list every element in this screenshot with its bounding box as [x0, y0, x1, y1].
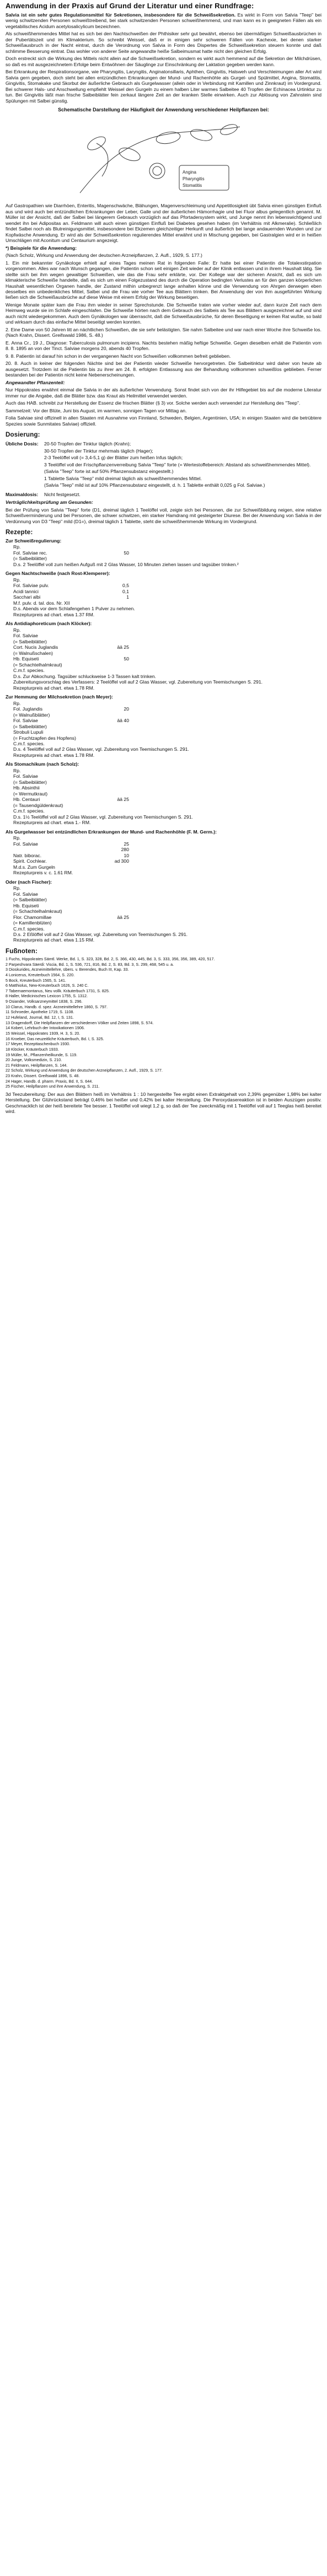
legend-angina: Angina — [183, 170, 196, 175]
recipe-ingredient: Rp. — [13, 700, 21, 706]
recipe-ingredient: Fol. Salviae — [13, 718, 38, 724]
recipe-line — [6, 735, 321, 741]
recipe-ingredient: Rezepturpreis ad chart. etwa 1.78 RM. — [13, 752, 95, 758]
recipe-ingredient: Fol. Salviae rec. — [13, 550, 47, 556]
dosage-row — [6, 476, 321, 481]
recipe-ingredient: Rp. — [13, 767, 21, 773]
intro-paragraph: Als schweißhemmendes Mittel hat es sich bei den Nachtschweißen der Phthisiker sehr gut bewährt, ebenso bei übermäßigen Schweißausbrüchen in der Pubertätszeit und im Klimakterium. So schreibt Weissel, daß er in einigen sehr schweren Fällen von Kachexie, bei denen starker Schweißausbruch in der Nacht eintrat, durch die Verordnung von Salvia in Form des Dispertes die Schweißsekretion steuern konnte und daß schlimme Besserung eintrat. Das wohler von anderer Seite angewandte heiße Salbeimusmat hatte nicht den gleichen Erfolg. — [6, 31, 321, 54]
recipe-ingredient: Rezepturpreis ad chart. etwa 1.15 RM. — [13, 937, 95, 943]
recipe-ingredient: D.s. Abends vor dem Schlafengehen 1 Pulver zu nehmen. — [13, 606, 135, 612]
recipe-quantity: 25 — [124, 841, 129, 847]
recipe-ingredient: M.d.s. Zum Gurgeln — [13, 864, 55, 870]
plant-part-paragraph: Sammelzeit: Vor der Blüte, Juni bis August, im warmen, sonnigen Tagen vor Mittag an. — [6, 407, 187, 413]
recipe-line — [6, 562, 321, 567]
recipe-ingredient: C.m.f. species. — [13, 740, 45, 746]
recipe-line — [6, 926, 321, 932]
recipe-line — [6, 627, 321, 633]
recipe-line — [6, 701, 321, 706]
frequency-figure — [6, 107, 321, 201]
legend-pharyngitis: Pharyngitis — [183, 176, 205, 182]
recipe-quantity: āā 25 — [117, 644, 129, 650]
dosage-value: 20-50 Tropfen der Tinktur täglich (Krahn); — [44, 441, 131, 447]
recipe-line — [6, 729, 321, 735]
recipe-ingredient: Fol. Salviae — [13, 841, 38, 847]
recipe-line — [6, 583, 321, 588]
recipe-ingredient: Fol. Salviae — [13, 773, 38, 779]
plant-part-paragraph: Nur Hippokrates erwähnt einmal die Salvia in der als äußerlicher Verwendung. Sonst findet sich von der ihr Hilfegebiet bis auf die moderne Literatur immer nur die Angabe, daß die Blätter bzw. das Kraut als Heilmittel verwendet werden. — [6, 387, 321, 399]
recipe-ingredient: D.s. 1½ Teelöffel voll auf 2 Glas Wasser, vgl. Zubereitung von Teemischungen S. 291. — [13, 814, 193, 820]
recipe-ingredient: Fol. Salviae pulv. — [13, 583, 49, 589]
intro-paragraph: Bei Erkrankung der Respirationsorgane, wie Pharyngitis, Laryngitis, Anginatonsillaris, Aphthen, Gingivitis, Halsweh und Verschleimungen aller Art wird Salvia gern gegeben, doch steht bei allen entzündlichen Erkrankungen der Mund- und Rachenhöhle als Gurgel- und Spülmittel, Angina, Stomatitis, Gingivitis, Stomakake und Skorbut der äußerliche Gebrauch als Gurgelwasser (allein oder in Verbindung mit Kamillen und Zinnkraut) im Vordergrund. Bei schwerer Hals- und Anschwellung empfiehlt Weissel den Gurgeln zu einem halben Liter warmes Salbeitee 40 Tropfen der Echinacea Urtinktur zu tun. Bei Gingivitis läßt man frische Salbeiblätter fein zerkaut längere Zeit an der kranken Stelle einwirken. Auch zur Ablösung von Zahnstein sind Spülungen mit Salbei günstig. — [6, 69, 321, 104]
recipe-ingredient: (= Walnußblätter) — [13, 712, 50, 718]
recipe-ingredient: (= Salbeiblätter) — [13, 638, 47, 644]
recipe-ingredient: Hb. Centauri — [13, 797, 40, 803]
recipe-line — [6, 712, 321, 718]
recipe-line — [6, 791, 321, 797]
compatibility-heading: Verträglichkeitsprüfung am Gesunden: — [6, 499, 93, 505]
dosage-label: Übliche Dosis: — [6, 441, 39, 447]
plant-part-paragraph: Folia Salviae sind offizinell in allen Staaten mit Ausnahme von Finnland, Schweden, Belgien, Argentinien, USA; in einigen Staaten wird die betrübtere Spezies sowie Sunmitates Salviae) offiziell. — [6, 415, 321, 427]
recipe-line — [6, 858, 321, 864]
recipe-line — [6, 937, 321, 943]
recipe-ingredient: C.m.f. species. — [13, 926, 45, 932]
recipe-ingredient: Flor. Chamomillae — [13, 914, 52, 920]
recipe-ingredient: (= Salbeiblätter) — [13, 556, 47, 562]
recipe-line — [6, 797, 321, 802]
dosage-table — [6, 441, 321, 497]
figure-title: Schematische Darstellung der Häufigkeit der Anwendung verschiedener Heilpflanzen bei: — [58, 107, 269, 113]
footnote: 3 Dioskurides, Arzneimittellehre, übers. v. Berendes, Buch III, Kap. 33. — [6, 967, 129, 972]
intro-paragraph — [6, 12, 321, 29]
document-page — [0, 0, 327, 1115]
recipe-block — [6, 879, 321, 943]
recipe-ingredient: Fol. Juglandis — [13, 706, 43, 712]
maxdose-label: Maximaldosis: — [6, 491, 39, 497]
intro-paragraph: Doch erstreckt sich die Wirkung des Mittels nicht allein auf die Schweißsekretion, sondern es wirkt auch hemmend auf die Sekretion der Milchdrüsen, so daß es mit ausgezeichnetem Erfolge beim Entwöhnen der Säuglinge zur Einschränkung der Laktation gegeben werden kann. — [6, 56, 321, 67]
recipe-line — [6, 746, 321, 752]
recipe-line — [6, 820, 321, 825]
recipe-line — [6, 897, 321, 902]
recipe-block — [6, 829, 321, 876]
dosage-value: (Salvia "Teep" forte ist auf 50% Pflanzensubstanz eingestellt.) — [44, 469, 174, 475]
recipe-ingredient: D.s. 4 Teelöffel voll auf 2 Glas Wasser, vgl. Zubereitung von Teemischungen S. 291. — [13, 746, 189, 752]
recipe-ingredient: Rp. — [13, 577, 21, 583]
recipe-ingredient: (= Kamillenblüten) — [13, 920, 52, 926]
recipe-line — [6, 577, 321, 583]
dosage-row — [6, 469, 321, 474]
recipe-ingredient: Hb. Equiseti — [13, 902, 39, 908]
recipe-ingredient: Cort. Nucis Juglandis — [13, 644, 58, 650]
recipe-ingredient: Sacchari albi — [13, 594, 41, 600]
example-paragraph: 1. Ein mir bekannter Gynäkologe erhielt auf eines Tages meinen Rat in folgenden Falle: Er hatte bei einer Patientin die Totalexstirpation vorgenommen. Alles war nach Wunsch gegangen, die Patientin schon seit einigen Zeit wieder auf der Klinik entlassen und in ihrem Haushalt tätig. Sie stellte sich bei ihm wegen gewaltiger Schweißen, wie das die Frau sehr erklärte, vor. Der Kollege war der sicheren Ansicht, daß es sich um klimakterische Schweiße handelte, daß es sich um einen Folgezustand des durch die Operation bedingten Verlustes an für den ganzen körperlichen Haushalt wesentlichen Organen handle, der Zustand mithin unbegrenzt lange anhalten könne und die Verwendung von Ahrgen derwegen eben desselbes ein unbedenkliches Mittel, Salbei und die Frau wie vorher Tee aus Blättern trinken. Bei Anwendung der von ihm ausgeführten Wirkung ließen sich die Schweißausbrüche auf diese Weise mit einem Erfolg der Wirkung beseitigen. — [6, 260, 321, 300]
recipe-ingredient: Rezepturpreis v. c. 1.61 RM. — [13, 870, 73, 876]
recipe-ingredient: Spirit. Cochlear. — [13, 858, 47, 864]
recipe-line — [6, 685, 321, 691]
dosage-row — [6, 482, 321, 488]
recipe-block — [6, 621, 321, 691]
recipe-quantity: 50 — [124, 656, 129, 662]
recipe-ingredient: Rezepturpreis ad chart. etwa 1.78 RM. — [13, 685, 95, 691]
footnote: 10 Clarus, Handb. d. spez. Arzneimittellehre 1860, S. 797. — [6, 1004, 108, 1009]
recipe-ingredient: (= Wermutkraut) — [13, 790, 48, 797]
recipe-ingredient: Hb. Absinthii — [13, 785, 40, 791]
recipe-block — [6, 694, 321, 758]
example-paragraph: E. Anna Cr., 19 J., Diagnose: Tuberculosis pulmonum incipiens. Nachts bestehen mäßig heftige Schweiße. Gegen dieselben erhält die Patientin vom 8. 8. 1895 an von der Tinct. Salviae morgens 20, abends 40 Tropfen. — [6, 340, 321, 352]
recipe-line — [6, 544, 321, 550]
plant-part-heading: Angewandter Pflanzenteil: — [6, 379, 65, 385]
intro-section — [6, 12, 321, 104]
recipe-quantity: 10 — [124, 852, 129, 858]
maxdose-value: Nicht festgesetzt. — [44, 491, 81, 497]
dosage-value: 1 Tablette Salvia "Teep" mild dreimal täglich als schweißhemmendes Mittel. — [44, 475, 202, 481]
recipe-line — [6, 706, 321, 712]
footnote: 6 Matthiolus, New-Kreuterbuch 1626, S. 240 C. — [6, 983, 89, 988]
footnote: 5 Bock, Kreuterbuch 1565, S. 141. — [6, 977, 66, 983]
recipe-ingredient: D.s. Zur Abkochung. Tagsüber schluckweise 1-3 Tassen kalt trinken. — [13, 673, 157, 679]
recipe-line — [6, 847, 321, 852]
recipe-quantity: 0,1 — [122, 588, 129, 594]
footnote: 22 Scholz, Wirkung und Anwendung der deutschen Arzneipflanzen, 2. Aufl., 1929, S. 177. — [6, 1068, 163, 1073]
recipe-ingredient: Rp. — [13, 885, 21, 891]
recipe-ingredient: Rp. — [13, 544, 21, 550]
footnote: 1 Fuchs, Hippokrates Sämtl. Werke, Bd. 1, S. 323, 328, Bd. 2, S. 366, 430, 445, Bd. 3, S. 333, 356, 356, 389, 420, 517. — [6, 956, 215, 961]
recipe-line — [6, 779, 321, 785]
footnote: 9 Osiander, Volksarzneymittel 1838, S. 296. — [6, 999, 83, 1004]
recipe-line — [6, 594, 321, 600]
recipe-line — [6, 633, 321, 638]
recipe-line — [6, 656, 321, 662]
recipe-ingredient — [13, 847, 96, 852]
recipe-line — [6, 768, 321, 773]
recipe-line — [6, 679, 321, 685]
recipe-line — [6, 814, 321, 820]
recipe-ingredient: Rp. — [13, 627, 21, 633]
recipe-ingredient: D.s. 2 Eßlöffel voll auf 2 Glas Wasser, vgl. Zubereitung von Teemischungen S. 291. — [13, 932, 188, 937]
recipe-line — [6, 808, 321, 814]
recipe-ingredient: Fol. Salviae — [13, 891, 38, 897]
recipe-ingredient: Fol. Salviae — [13, 633, 38, 639]
recipe-line — [6, 932, 321, 937]
recipe-line — [6, 644, 321, 650]
footnote: 11 Schroeder, Apotheke 1719, S. 1108. — [6, 1009, 74, 1015]
footnotes-heading: Fußnoten: — [6, 948, 38, 955]
recipe-line — [6, 785, 321, 790]
footnote: 2 Parpeshvara Säerdi: Viscia, Bd. 1, S. 536, 721, 816, Bd. 2, S. 83, Bd. 3, S. 299, 468, 545 u. a. — [6, 961, 174, 967]
recipe-quantity: 1 — [126, 594, 129, 600]
recipe-line — [6, 885, 321, 891]
recipe-quantity: 50 — [124, 550, 129, 556]
dosage-value: 30-50 Tropfen der Tinktur mehrmals täglich (Hager); — [44, 448, 153, 454]
gastro-paragraph: Auf Gastropathien wie Diarrhöen, Enteritis, Magenschwäche, Blähungen, Magenverschleimung und Appetitlosigkeit übt Salvia einen günstigen Einfluß aus und wird auch bei entzündlichen Erkrankungen der Leber, Galle und der äußerlichen Hämorrhagie und bei Fluor albus gelegentlich genannt. M. Müller ist der Ansicht, daß der Salbei bei längerem Gebrauch vorzüglich auf das Pfortadersystem wirkt, und Junge nennt ihn lebenswichtigend und wendet ihn bei Adipositas an. Feldmann will auch einen günstigen Einfluß bei Diabetes gesehen haben (im Verhältnis mit Alkmeralie). Schließlich findet Salbei noch als Blutreinigungsmittel, insbesondere bei Ekzemen gleichzeitiger Herkunft und äußerlich bei lange andauernden Wunden und zur Kopfwäsche Anwendung. Er wird als der Schweißsekretion regulierendes Mittel erwähnt und in Mischung gegeben, bei Gastralgien wird er in heißen Umschlägen mit Aconitum und Centaurium angezeigt. — [6, 203, 321, 244]
recipe-ingredient: (= Tausendgüldenkraut) — [13, 802, 63, 808]
footnote: 12 Hufeland, Journal, Bd. 12, I, S. 131. — [6, 1015, 74, 1020]
recipe-heading: Als Gurgelwasser bei entzündlichen Erkrankungen der Mund- und Rachenhöhle (F. M. Germ.): — [6, 829, 217, 835]
footnote: 18 Klöcker, Kräuterbuch 1933. — [6, 1046, 59, 1052]
recipe-quantity: āā 40 — [117, 718, 129, 724]
recipe-ingredient: (= Salbeiblätter) — [13, 897, 47, 903]
recipe-line — [6, 864, 321, 870]
recipe-ingredient: Hb. Equiseti — [13, 656, 39, 662]
recipe-heading: Zur Hemmung der Milchsekretion (nach Meyer): — [6, 694, 113, 700]
recipe-quantity: ad 300 — [114, 858, 129, 864]
recipe-line — [6, 724, 321, 729]
footnote: 13 Dragendorff, Die Heilpflanzen der verschiedenen Völker und Zeiten 1898, S. 574. — [6, 1020, 154, 1025]
footnote: 23 Krahn, Dissert. Greifswald 1896, S. 48. — [6, 1073, 80, 1079]
recipe-line — [6, 841, 321, 847]
plant-part-paragraph: Auch das HAB. schreibt zur Herstellung der Essenz die frischen Blätter (§ 3) vor. Solche werden auch verwendet zur Herstellung des "Teep". — [6, 400, 301, 406]
compatibility-paragraph: Bei der Prüfung von Salvia "Teep" forte (D1, dreimal täglich 1 Teelöffel voll, zeigte sich bei Personen, die zur Schweißbildung neigen, eine relative Schweißverminderung und bei Personen, die schwer schwitzen, ein starker Hamdrang mit gesteigerter Diurese. Bei der Anwendung von Salvia in der Verdünnung von D3 "Teep" mild (D1=), dreimal täglich 1 Tablette, steht die schweißhemmende Wirkung im Vordergrund. — [6, 507, 321, 524]
footnote: 25 Fischer, Heilpflanzen und ihre Anwendung, S. 211. — [6, 1084, 100, 1089]
recipe-line — [6, 915, 321, 920]
recipe-line — [6, 600, 321, 606]
recipe-ingredient: (= Schachtelhalmkraut) — [13, 662, 62, 668]
recipe-line — [6, 853, 321, 858]
example-paragraph: 9. 8. Patientin ist darauf hin schon in der vergangenen Nacht von Schweißen vollkommen befreit geblieben. — [6, 353, 231, 359]
recipe-line — [6, 752, 321, 758]
footnote: 20 Junge, Volksmedizin, S. 210. — [6, 1057, 62, 1063]
recipe-quantity: 20 — [124, 706, 129, 712]
recipe-ingredient: D.s. 2 Teelöffel voll zum heißen Aufguß mit 2 Glas Wasser, 10 Minuten ziehen lassen und tagsüber trinken.² — [13, 561, 239, 567]
recipe-ingredient: Natr. biborac. — [13, 852, 42, 858]
recipes-heading: Rezepte: — [6, 529, 33, 536]
dosage-row — [6, 462, 321, 467]
recipe-line — [6, 668, 321, 673]
gastro-section — [6, 203, 321, 243]
recipe-line — [6, 662, 321, 668]
section-title: Anwendung in der Praxis auf Grund der Literatur und einer Rundfrage: — [6, 2, 254, 10]
recipe-ingredient: (= Walnußschalen) — [13, 650, 53, 656]
examples-section — [6, 245, 321, 378]
recipe-line — [6, 903, 321, 908]
recipe-line — [6, 920, 321, 926]
recipe-block — [6, 538, 321, 567]
closing-paragraph: 3d Teezubereitung: Der aus den Blättern heiß im Verhältnis 1 : 10 hergestellte Tee ergibt einen Extraktgehalt von 2,39% gegenüber 1,98% bei kalter Herstellung. Der Glührückstand beträgt 0,46% bei heißer und 0,42% bei kalter Herstellung. Die Peroxydasereaktion ist in beiden Auszügen positiv. Geschmacklich ist der heiß bereitete Tee besser. 1 Teelöffel voll wiegt 1,2 g, so daß der Tee zweckmäßig mit 1 Teelöffel voll auf 1 Teeglas heiß bereitet wird. — [6, 1091, 321, 1115]
recipe-line — [6, 803, 321, 808]
recipe-line — [6, 650, 321, 656]
footnote: 19 Müller, M., Pflanzenheilkunde, S. 119. — [6, 1052, 78, 1057]
maxdose-row — [6, 492, 321, 497]
recipe-ingredient: Zubereitungsvorschlag des Verfassers: 2 Teelöffel voll auf 2 Glas Wasser, vgl. Zubereitung von Teemischungen S. 291. — [13, 679, 263, 685]
recipe-ingredient: M.f. pulv. d. tal. dos. Nr. XII — [13, 600, 70, 606]
example-paragraph: 2. Eine Dame von 50 Jahren litt an nächtlichen Schweißen, die sie sehr belästigten. Sie nahm Salbeitee und war nach einer Woche ihre Schweiße los. (Nach Krahn, Dissert. Greifswald 1986, S. 48.) — [6, 326, 321, 338]
dosage-value: (Salvia "Teep" mild ist auf 10% Pflanzensubstanz eingestellt, d. h. 1 Tablette enthält 0,025 g Fol. Salviae.) — [44, 482, 265, 488]
footnote: 15 Weissel, Hippokrates 1939, H. 3, S. 20. — [6, 1030, 81, 1036]
plant-illustration — [69, 116, 251, 198]
compatibility-section — [6, 499, 321, 524]
footnote: 21 Feldmann, Heilpflanzen, S. 144. — [6, 1062, 68, 1068]
recipe-line — [6, 835, 321, 841]
recipe-heading: Als Antidiaphoreticum (nach Klöcker): — [6, 621, 92, 627]
recipe-quantity: 0,5 — [122, 583, 129, 589]
recipe-line — [6, 550, 321, 556]
recipe-line — [6, 741, 321, 746]
recipe-ingredient: C.m.f. species. — [13, 668, 45, 674]
recipes-list — [6, 538, 321, 943]
recipe-line — [6, 612, 321, 617]
dosage-value: 2-3 Teelöffel voll (= 3,4-5,1 g) der Blätter zum heißen Infus täglich; — [44, 455, 183, 461]
recipe-line — [6, 606, 321, 611]
recipe-ingredient: Rezepturpreis ad chart. etwa 1.37 RM. — [13, 611, 95, 617]
recipe-line — [6, 908, 321, 914]
example-paragraph: Wenige Monate später kam die Frau ihm wieder in seiner Sprechstunde. Die Schweiße traten wie vorher wieder auf, dann kurze Zeit nach dem Heimweg wurde sie im Schlafe eingeschlafen. Die Schweiße hörten nach dem Gebrauch des Salbeis als Tee aus Blättern ausgezeichnet auf und sind auch nicht wiedergekommen. Auch dem Gynäkologen war überrascht, daß die Schweißausbrüche, für deren Beseitigung er keinen Rat wußte, so bald und wirksam durch das einfache Mittel beseitigt werden konnten. — [6, 302, 321, 325]
dosage-value: 3 Teelöffel voll der Frischpflanzenverreibung Salvia "Teep" forte (= Wertestoffebereich: Abstand als schweißhemmendes Mittel). — [44, 461, 311, 467]
recipe-ingredient: Acidi tannici — [13, 588, 39, 594]
recipe-ingredient: (= Fruchtzapfen des Hopfens) — [13, 735, 76, 741]
recipe-quantity: āā 25 — [117, 914, 129, 920]
recipe-ingredient: (= Schachtelhalmkraut) — [13, 908, 62, 915]
footnote: 24 Hager, Handb. d. pharm. Praxis, Bd. II, S. 644. — [6, 1078, 93, 1084]
footnote: 7 Tabernaemontanus, Neu vollk. Kräuterbuch 1731, S. 825. — [6, 988, 110, 993]
recipe-block — [6, 571, 321, 617]
recipe-line — [6, 674, 321, 679]
dosage-row — [6, 441, 321, 447]
footnote: 14 Kobert, Lehrbuch der Intoxikationen 1906. — [6, 1025, 85, 1031]
dosage-row — [6, 455, 321, 460]
recipe-ingredient: (= Salbeiblätter) — [13, 723, 47, 729]
recipe-heading: Gegen Nachtschweiße (nach Rost-Klemperer): — [6, 571, 110, 577]
recipe-line — [6, 870, 321, 875]
recipe-line — [6, 639, 321, 644]
plant-part-section — [6, 380, 321, 427]
recipe-ingredient: Rezepturpreis ad chart. etwa 1.- RM. — [13, 820, 91, 826]
recipe-ingredient: (= Salbeiblätter) — [13, 779, 47, 785]
recipe-line — [6, 773, 321, 779]
dosage-heading: Dosierung: — [6, 432, 40, 439]
intro-lead: Salvia ist ein sehr gutes Regulationsmittel für Sekretionen, insbesondere für die Schweißsekretion. — [6, 12, 236, 18]
recipe-block — [6, 761, 321, 825]
recipe-line — [6, 891, 321, 897]
recipe-ingredient: Strobuli Lupuli — [13, 729, 44, 735]
footnote: 17 Meyer, Rezepttaschenbuch 1930. — [6, 1041, 71, 1047]
recipe-ingredient: C.m.f. species. — [13, 808, 45, 814]
recipe-line — [6, 589, 321, 594]
recipe-ingredient: Rp. — [13, 835, 21, 841]
recipe-heading: Als Stomachikum (nach Scholz): — [6, 761, 79, 767]
recipe-quantity: āā 25 — [117, 797, 129, 803]
footnote: 8 Haller, Medicinisches Lexicon 1755, S. 1312. — [6, 993, 88, 999]
dosage-row — [6, 448, 321, 454]
footnotes-list — [6, 957, 321, 1089]
recipe-line — [6, 718, 321, 723]
example-paragraph: 20. 8. Auch in keiner der folgenden Nächte sind bei der Patientin wieder Schweiße hervorgetreten. Die Salbeitinktur wird daher von heute ab ausgesetzt. Trotzdem ist die Patientin bis zu ihrer am 24. 8. erfolgten Entlassung aus der Behandlung vollkommen schweißlos geblieben. Ferner bestanden bei der Patientin nicht keine Nebenerscheinungen. — [6, 361, 321, 378]
recipe-heading: Zur Schweißregulierung: — [6, 538, 62, 544]
intro-text: Es wirkt in Form von Salvia "Teep" bei wenig schwitzenden Personen schweißtreibend, bei stark schwitzenden Personen schweißhemmend, und man kann es in geeigneten Fällen als ein vegetabilisches Acidum acetylosalicylicum bezeichnen. — [6, 12, 322, 29]
example-paragraph: (Nach Scholz, Wirkung und Anwendung der deutschen Arzneipflanzen, 2. Aufl., 1929, S. 177.) — [6, 252, 202, 259]
examples-heading: *) Beispiele für die Anwendung: — [6, 245, 77, 251]
recipe-line — [6, 556, 321, 561]
recipe-quantity: 280 — [121, 847, 129, 853]
legend-stomatitis: Stomatitis — [183, 183, 202, 189]
recipe-heading: Oder (nach Fischer): — [6, 879, 52, 885]
footnote: 4 Lonicerus, Kreuterbuch 1564, S. 220. — [6, 972, 75, 977]
footnote: 16 Kroeber, Das neuzeitliche Kräuterbuch, Bd. I, S. 325. — [6, 1036, 104, 1041]
